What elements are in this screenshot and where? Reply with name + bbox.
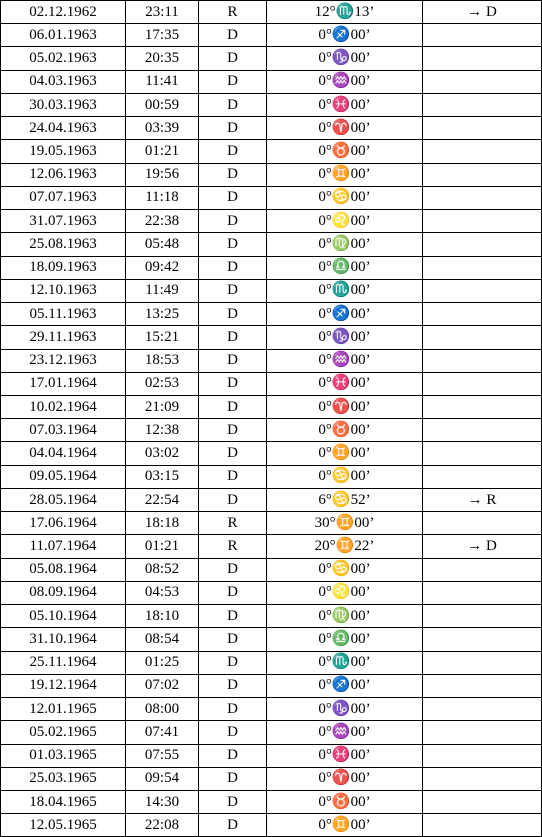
position-cell: 0°♎00’ — [267, 256, 423, 279]
time-cell: 23:11 — [126, 1, 199, 24]
date-cell: 31.10.1964 — [1, 628, 126, 651]
direction-cell: R — [199, 535, 267, 558]
note-cell — [423, 93, 542, 116]
time-cell: 22:38 — [126, 210, 199, 233]
position-cell: 0°♓00’ — [267, 93, 423, 116]
date-cell: 02.12.1962 — [1, 1, 126, 24]
time-cell: 01:21 — [126, 535, 199, 558]
table-row — [1, 465, 542, 488]
time-cell: 03:15 — [126, 465, 199, 488]
note-cell — [423, 605, 542, 628]
direction-cell: D — [199, 395, 267, 418]
direction-cell: D — [199, 744, 267, 767]
date-cell: 05.08.1964 — [1, 558, 126, 581]
time-cell: 07:02 — [126, 674, 199, 697]
date-cell: 09.05.1964 — [1, 465, 126, 488]
note-cell — [423, 256, 542, 279]
date-cell: 17.01.1964 — [1, 372, 126, 395]
time-cell: 22:54 — [126, 488, 199, 511]
table-row — [1, 186, 542, 209]
direction-cell: D — [199, 24, 267, 47]
table-row — [1, 442, 542, 465]
direction-cell: D — [199, 349, 267, 372]
table-row — [1, 70, 542, 93]
direction-cell: D — [199, 814, 267, 837]
time-cell: 13:25 — [126, 303, 199, 326]
direction-cell: D — [199, 698, 267, 721]
note-cell — [423, 628, 542, 651]
note-cell — [423, 47, 542, 70]
table-row — [1, 814, 542, 837]
date-cell: 17.06.1964 — [1, 512, 126, 535]
date-cell: 19.12.1964 — [1, 674, 126, 697]
direction-cell: D — [199, 140, 267, 163]
date-cell: 24.04.1963 — [1, 117, 126, 140]
table-row — [1, 163, 542, 186]
position-cell: 0°♐00’ — [267, 303, 423, 326]
date-cell: 05.10.1964 — [1, 605, 126, 628]
table-row — [1, 326, 542, 349]
position-cell: 30°♊00’ — [267, 512, 423, 535]
date-cell: 25.11.1964 — [1, 651, 126, 674]
table-row — [1, 140, 542, 163]
position-cell: 20°♊22’ — [267, 535, 423, 558]
direction-cell: D — [199, 605, 267, 628]
direction-cell: D — [199, 326, 267, 349]
date-cell: 05.02.1963 — [1, 47, 126, 70]
position-cell: 0°♌00’ — [267, 210, 423, 233]
note-cell — [423, 674, 542, 697]
table-row — [1, 395, 542, 418]
time-cell: 09:54 — [126, 767, 199, 790]
note-cell — [423, 24, 542, 47]
note-cell — [423, 651, 542, 674]
position-cell: 0°♑00’ — [267, 47, 423, 70]
time-cell: 01:25 — [126, 651, 199, 674]
direction-cell: D — [199, 256, 267, 279]
time-cell: 21:09 — [126, 395, 199, 418]
table-row — [1, 349, 542, 372]
direction-cell: D — [199, 767, 267, 790]
table-row — [1, 628, 542, 651]
note-cell — [423, 558, 542, 581]
position-cell: 6°♋52’ — [267, 488, 423, 511]
date-cell: 19.05.1963 — [1, 140, 126, 163]
direction-cell: D — [199, 465, 267, 488]
time-cell: 03:02 — [126, 442, 199, 465]
date-cell: 30.03.1963 — [1, 93, 126, 116]
time-cell: 12:38 — [126, 419, 199, 442]
table-row — [1, 372, 542, 395]
position-cell: 0°♏00’ — [267, 651, 423, 674]
date-cell: 25.03.1965 — [1, 767, 126, 790]
position-cell: 0°♉00’ — [267, 790, 423, 813]
date-cell: 12.01.1965 — [1, 698, 126, 721]
position-cell: 0°♓00’ — [267, 372, 423, 395]
direction-cell: D — [199, 721, 267, 744]
table-row — [1, 256, 542, 279]
date-cell: 07.03.1964 — [1, 419, 126, 442]
note-cell — [423, 721, 542, 744]
time-cell: 11:18 — [126, 186, 199, 209]
date-cell: 10.02.1964 — [1, 395, 126, 418]
direction-cell: D — [199, 488, 267, 511]
time-cell: 01:21 — [126, 140, 199, 163]
direction-cell: D — [199, 651, 267, 674]
time-cell: 22:08 — [126, 814, 199, 837]
direction-cell: D — [199, 279, 267, 302]
direction-cell: D — [199, 70, 267, 93]
note-cell: → D — [423, 535, 542, 558]
note-cell — [423, 140, 542, 163]
time-cell: 05:48 — [126, 233, 199, 256]
table-row — [1, 721, 542, 744]
note-cell — [423, 512, 542, 535]
position-cell: 0°♍00’ — [267, 233, 423, 256]
date-cell: 04.04.1964 — [1, 442, 126, 465]
direction-cell: D — [199, 303, 267, 326]
direction-cell: D — [199, 233, 267, 256]
note-cell — [423, 395, 542, 418]
table-row — [1, 744, 542, 767]
time-cell: 17:35 — [126, 24, 199, 47]
table-row — [1, 674, 542, 697]
position-cell: 12°♏13’ — [267, 1, 423, 24]
date-cell: 12.05.1965 — [1, 814, 126, 837]
date-cell: 12.06.1963 — [1, 163, 126, 186]
date-cell: 18.09.1963 — [1, 256, 126, 279]
time-cell: 19:56 — [126, 163, 199, 186]
time-cell: 14:30 — [126, 790, 199, 813]
note-cell — [423, 326, 542, 349]
table-row — [1, 581, 542, 604]
date-cell: 29.11.1963 — [1, 326, 126, 349]
time-cell: 07:55 — [126, 744, 199, 767]
position-cell: 0°♐00’ — [267, 24, 423, 47]
direction-cell: D — [199, 558, 267, 581]
note-cell — [423, 419, 542, 442]
note-cell: → D — [423, 1, 542, 24]
note-cell — [423, 279, 542, 302]
date-cell: 25.08.1963 — [1, 233, 126, 256]
date-cell: 12.10.1963 — [1, 279, 126, 302]
note-cell — [423, 210, 542, 233]
position-cell: 0°♒00’ — [267, 349, 423, 372]
date-cell: 05.02.1965 — [1, 721, 126, 744]
time-cell: 11:41 — [126, 70, 199, 93]
position-cell: 0°♒00’ — [267, 70, 423, 93]
time-cell: 04:53 — [126, 581, 199, 604]
date-cell: 31.07.1963 — [1, 210, 126, 233]
note-cell: → R — [423, 488, 542, 511]
position-cell: 0°♉00’ — [267, 419, 423, 442]
table-row — [1, 24, 542, 47]
note-cell — [423, 465, 542, 488]
position-cell: 0°♈00’ — [267, 117, 423, 140]
table-row — [1, 767, 542, 790]
table-row — [1, 210, 542, 233]
time-cell: 20:35 — [126, 47, 199, 70]
table-row — [1, 1, 542, 24]
time-cell: 15:21 — [126, 326, 199, 349]
position-cell: 0°♋00’ — [267, 186, 423, 209]
table-row — [1, 535, 542, 558]
position-cell: 0°♓00’ — [267, 744, 423, 767]
date-cell: 23.12.1963 — [1, 349, 126, 372]
note-cell — [423, 70, 542, 93]
table-row — [1, 651, 542, 674]
time-cell: 02:53 — [126, 372, 199, 395]
direction-cell: R — [199, 1, 267, 24]
direction-cell: D — [199, 442, 267, 465]
position-cell: 0°♌00’ — [267, 581, 423, 604]
note-cell — [423, 442, 542, 465]
table-row — [1, 512, 542, 535]
note-cell — [423, 744, 542, 767]
table-row — [1, 790, 542, 813]
note-cell — [423, 349, 542, 372]
time-cell: 08:54 — [126, 628, 199, 651]
position-cell: 0°♈00’ — [267, 767, 423, 790]
note-cell — [423, 814, 542, 837]
date-cell: 04.03.1963 — [1, 70, 126, 93]
time-cell: 18:10 — [126, 605, 199, 628]
table-row — [1, 303, 542, 326]
direction-cell: D — [199, 93, 267, 116]
position-cell: 0°♈00’ — [267, 395, 423, 418]
table-row — [1, 47, 542, 70]
position-cell: 0°♏00’ — [267, 279, 423, 302]
position-cell: 0°♊00’ — [267, 814, 423, 837]
date-cell: 01.03.1965 — [1, 744, 126, 767]
position-cell: 0°♋00’ — [267, 558, 423, 581]
direction-cell: D — [199, 163, 267, 186]
time-cell: 08:00 — [126, 698, 199, 721]
note-cell — [423, 698, 542, 721]
note-cell — [423, 117, 542, 140]
note-cell — [423, 233, 542, 256]
position-cell: 0°♑00’ — [267, 698, 423, 721]
table-row — [1, 698, 542, 721]
position-cell: 0°♒00’ — [267, 721, 423, 744]
date-cell: 28.05.1964 — [1, 488, 126, 511]
time-cell: 18:53 — [126, 349, 199, 372]
position-cell: 0°♎00’ — [267, 628, 423, 651]
direction-cell: D — [199, 419, 267, 442]
table-row — [1, 488, 542, 511]
time-cell: 18:18 — [126, 512, 199, 535]
position-cell: 0°♊00’ — [267, 163, 423, 186]
position-cell: 0°♉00’ — [267, 140, 423, 163]
time-cell: 08:52 — [126, 558, 199, 581]
table-row — [1, 558, 542, 581]
direction-cell: D — [199, 674, 267, 697]
date-cell: 11.07.1964 — [1, 535, 126, 558]
ephemeris-table-body — [1, 1, 542, 837]
direction-cell: D — [199, 628, 267, 651]
note-cell — [423, 303, 542, 326]
note-cell — [423, 581, 542, 604]
date-cell: 18.04.1965 — [1, 790, 126, 813]
direction-cell: D — [199, 790, 267, 813]
position-cell: 0°♋00’ — [267, 465, 423, 488]
direction-cell: D — [199, 117, 267, 140]
note-cell — [423, 790, 542, 813]
position-cell: 0°♍00’ — [267, 605, 423, 628]
note-cell — [423, 767, 542, 790]
direction-cell: D — [199, 372, 267, 395]
position-cell: 0°♑00’ — [267, 326, 423, 349]
date-cell: 06.01.1963 — [1, 24, 126, 47]
date-cell: 05.11.1963 — [1, 303, 126, 326]
time-cell: 09:42 — [126, 256, 199, 279]
time-cell: 07:41 — [126, 721, 199, 744]
direction-cell: R — [199, 512, 267, 535]
note-cell — [423, 163, 542, 186]
direction-cell: D — [199, 210, 267, 233]
position-cell: 0°♐00’ — [267, 674, 423, 697]
table-row — [1, 605, 542, 628]
date-cell: 08.09.1964 — [1, 581, 126, 604]
table-row — [1, 233, 542, 256]
direction-cell: D — [199, 47, 267, 70]
time-cell: 00:59 — [126, 93, 199, 116]
note-cell — [423, 186, 542, 209]
time-cell: 11:49 — [126, 279, 199, 302]
position-cell: 0°♊00’ — [267, 442, 423, 465]
note-cell — [423, 372, 542, 395]
table-row — [1, 279, 542, 302]
date-cell: 07.07.1963 — [1, 186, 126, 209]
table-row — [1, 419, 542, 442]
table-row — [1, 93, 542, 116]
table-row — [1, 117, 542, 140]
time-cell: 03:39 — [126, 117, 199, 140]
direction-cell: D — [199, 581, 267, 604]
direction-cell: D — [199, 186, 267, 209]
